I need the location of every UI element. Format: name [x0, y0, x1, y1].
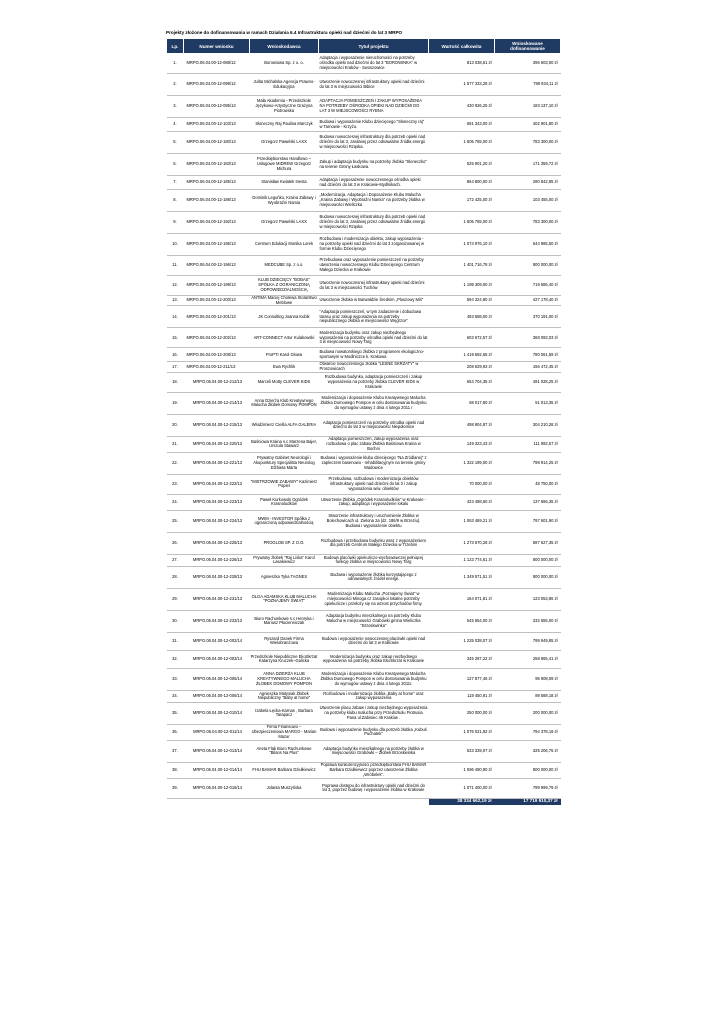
cell-title: Rozbudowa budynku, adaptacja pomieszczeń i zakup wyposażenia na potrzeby żłobka CLEVER KIDS w Krakowie [319, 372, 429, 392]
table-row [167, 392, 561, 414]
cell-lp: 9. [167, 212, 184, 234]
cell-nr: MRPO.06.04.00-12-180/13 [184, 132, 250, 154]
cell-applicant: Prywatny Gabinet Neurologii i Akupunktury Specjalista Neurolog Elżbieta Marta [250, 452, 319, 474]
cell-grant: 402 901,80 zł [495, 118, 561, 132]
table-row [167, 588, 561, 610]
table-row [167, 632, 561, 650]
cell-cost: 533 339,07 zł [429, 740, 495, 762]
cell-cost: 1 605 765,00 zł [429, 212, 495, 234]
cell-nr: MRPO.06.04.00-12-212/13 [184, 372, 250, 392]
cell-nr: MRPO.06.04.00-12-228/13 [184, 566, 250, 588]
cell-nr: MRPO.06.04.00-12-225/13 [184, 532, 250, 554]
cell-grant: 427 178,40 zł [495, 296, 561, 306]
cell-title: Budowa nowatorskiego żłobka z programem ekologiczno-sportowym w Modlniczce k. Krakowa [319, 348, 429, 362]
cell-title: Modernizacja i doposażenie Klubu Kreatywnego Malucha Żłobka Domowego Pompon w celu dostosowania budynku do wymogów ustawy z dnia 4 lutego 2011 r [319, 392, 429, 414]
cell-title: Modernizacja budynku oraz zakup niezbędnego wyposażenia na potrzeby ośrodka opieki nad dziećmi do lat 3 w miejscowości Nowy Targ [319, 328, 429, 348]
table-row [167, 118, 561, 132]
cell-cost: 498 904,87 zł [429, 414, 495, 436]
cell-title: Poprawa dostępu do infrastruktury opieki nad dziećmi do lat 3, poprzez budowę i wyposażenie żłobka w Krakowie [319, 778, 429, 798]
cell-grant: 48 750,00 zł [495, 474, 561, 494]
cell-title: Rozbudowa i modernizacja obiektu, zakup wyposażenia - na potrzeby opieki nad dziećmi do lat 3 zorganizowanej w formie Klubu Dziecięcego [319, 234, 429, 256]
cell-cost: 1 605 765,00 zł [429, 132, 495, 154]
cell-nr: MRPO.06.04.00-12-199/13 [184, 276, 250, 296]
cell-applicant: Przedszkole Niepubliczne EkoSkrzat Katarzyna Kruczek–Galicka [250, 650, 319, 668]
cell-lp: 5. [167, 132, 184, 154]
table-row [167, 176, 561, 190]
cell-nr: MRPO.06.04.00-12-099/12 [184, 74, 250, 96]
table-row [167, 348, 561, 362]
cell-cost: 525 901,20 zł [429, 154, 495, 176]
cell-applicant: ANTIMA Maciej Cholewa Stolarstwo Meblowe [251, 295, 317, 305]
cell-title: Modernizacja budynku oraz zakup niezbędnego wyposażenia na potrzeby żłobka EkoSkrzat w Krakowie [319, 650, 429, 668]
cell-grant: 111 992,57 zł [495, 436, 561, 452]
cell-cost: 1 225 038,07 zł [429, 632, 495, 650]
table-row [167, 452, 561, 474]
cell-nr: MRPO.06.04.00-12-011/14 [184, 724, 250, 740]
cell-title: Stworzenie infrastruktury i uruchomienie Żłobka w Bolechowicach ul. Zielona 2a (dz. 186/9 w Brzeziu). Budowa i wyposażenie obiektu [319, 510, 429, 532]
cell-applicant: Paweł Kurkowski Ogródek Krasnoludków [250, 494, 319, 510]
cell-cost: 127 877,46 zł [429, 668, 495, 690]
cell-lp: 3. [167, 96, 184, 118]
cell-grant: 800 000,00 zł [495, 554, 561, 566]
table-row [167, 668, 561, 690]
cell-title: Modernizacja i doposażenie Klubu Kreatywnego Malucha Żłobka Domowego Pompon w celu dostosowania budynku do wymogów ustawy z dnia 4 lutego 2011r. [319, 668, 429, 690]
cell-grant: 280 842,85 zł [495, 176, 561, 190]
cell-lp: 20. [167, 414, 184, 436]
cell-grant: 89 588,18 zł [495, 690, 561, 702]
cell-nr: MRPO.06.04.00-12-208/13 [184, 348, 250, 362]
cell-lp: 14. [167, 306, 184, 328]
cell-grant: 587 627,35 zł [495, 532, 561, 554]
cell-lp: 26. [167, 532, 184, 554]
cell-grant: 644 985,50 zł [495, 234, 561, 256]
projects-table [166, 38, 561, 805]
cell-lp: 35. [167, 702, 184, 724]
cell-nr: MRPO.06.04.00-12-200/13 [184, 296, 250, 306]
cell-cost: 691 343,00 zł [429, 118, 495, 132]
cell-cost: 430 926,25 zł [429, 96, 495, 118]
document-page [166, 30, 560, 805]
total-cost: 38 334 662,19 zł [429, 798, 495, 805]
table-row [167, 74, 561, 96]
cell-applicant: Grzegorz Pawelski LAXX [250, 132, 319, 154]
cell-lp: 18. [167, 372, 184, 392]
cell-grant: 103 455,00 zł [495, 190, 561, 212]
cell-grant: 780 061,59 zł [495, 348, 561, 362]
cell-nr: MRPO.06.04.00-12-185/13 [184, 176, 250, 190]
cell-lp: 31. [167, 632, 184, 650]
cell-lp: 17. [167, 362, 184, 372]
cell-lp: 13. [167, 296, 184, 306]
cell-lp: 38. [167, 762, 184, 778]
cell-grant: 370 191,00 zł [495, 306, 561, 328]
cell-applicant: Prywatny żłobek "Raj Liska" Karol Lasakiewicz [250, 554, 319, 566]
cell-title: Adaptacja pomieszczeń, zakup wyposażenia oraz rozbudowa o plac zabaw Żłobka Baśniowa Kraina w Bochni [319, 436, 429, 452]
header-application-number: Numer wniosku [184, 39, 250, 54]
cell-nr: MRPO.06.04.00-12-226/13 [184, 554, 250, 566]
cell-lp: 12. [167, 276, 184, 296]
cell-cost: 250 000,00 zł [429, 702, 495, 724]
cell-title: Utworzenie nowoczesnej infrastruktury opieki nad dziećmi do lat 3 w miejscowości Bibice [319, 74, 429, 96]
cell-grant: 137 666,35 zł [495, 494, 561, 510]
cell-applicant: Jolanta Muszyńska [250, 778, 319, 798]
cell-lp: 4. [167, 118, 184, 132]
cell-applicant: ProPTI Karol Głowa [250, 348, 319, 362]
cell-title: Modernizacja Klubu Malucha „Poznajemy Świat" w miejscowości Minoga cz zasopkoi lokalne potrzeby opiekuńcze i przełoży się na wzrost przychodów firmy. [319, 588, 429, 610]
cell-title: Budowa i wyposażenie klubu dziecięcego "Na Zródlanej" z zapleczem basenowo - rehabilitacyjnym na terenie gminy Wadowice [319, 452, 429, 474]
cell-applicant: Agnieszka Tyka TAGNES [250, 566, 319, 588]
cell-title: Rozbudowa i przebudowa budynku wraz z wyposażeniem dla potrzeb Centrum Małego Dziecka w Trzebini [319, 532, 429, 554]
cell-cost: 864 800,00 zł [429, 176, 495, 190]
cell-nr: MRPO.06.04.00-12-188/13 [184, 190, 250, 212]
cell-grant: 783 300,00 zł [495, 212, 561, 234]
table-row [167, 762, 561, 778]
cell-lp: 10. [167, 234, 184, 256]
table-row [167, 436, 561, 452]
cell-nr: MRPO.06.04.00-12-006/14 [184, 690, 250, 702]
cell-grant: 123 053,86 zł [495, 588, 561, 610]
cell-nr: MRPO.06.04.00-12-211/13 [184, 362, 250, 372]
table-row [167, 276, 561, 296]
cell-grant: 368 093,03 zł [495, 328, 561, 348]
cell-nr: MRPO.06.04.00-12-220/13 [184, 436, 250, 452]
cell-lp: 8. [167, 190, 184, 212]
cell-grant: 171 359,72 zł [495, 154, 561, 176]
cell-nr: MRPO.06.04.00-12-002/14 [184, 632, 250, 650]
cell-applicant: Biuro Rachunkowe s.c Henryka i Mariusz Płucienniczak [250, 610, 319, 632]
cell-applicant: Izabela Łęcka-Karnas , Barbara Tarapacz [250, 702, 319, 724]
cell-cost: 1 419 592,65 zł [429, 348, 495, 362]
table-row [167, 154, 561, 176]
cell-applicant: Anna Dzierża Klub Kreatywnego Malucha Żłobek Domowy POMPON [250, 392, 319, 414]
cell-lp: 34. [167, 690, 184, 702]
cell-applicant: Włodzimierz Cieśla ALFA GALERIA [250, 414, 319, 436]
cell-nr: MRPO.06.04.00-12-095/13 [184, 96, 250, 118]
totals-spacer [167, 798, 429, 805]
cell-cost: 1 322 199,00 zł [429, 452, 495, 474]
cell-applicant: Ewa Rychlik [250, 362, 319, 372]
cell-title: Rozbudowa i modernizacja żłobka „Baby at home" oraz zakup wyposażenia [319, 690, 429, 702]
table-row [167, 650, 561, 668]
table-row [167, 532, 561, 554]
cell-lp: 33. [167, 668, 184, 690]
cell-grant: 794 378,19 zł [495, 724, 561, 740]
cell-grant: 200 000,00 zł [495, 702, 561, 724]
table-row [167, 234, 561, 256]
cell-title: Budowa i wyposażenie nowoczesnej placówki opieki nad dziećmi do lat 3 w Krakowie [319, 632, 429, 650]
cell-nr: MRPO.06.04.00-12-196/13 [184, 256, 250, 276]
cell-cost: 1 071 400,00 zł [429, 778, 495, 798]
cell-applicant: Borowiowa Sp. z o. o. [250, 54, 319, 74]
cell-grant: 258 965,41 zł [495, 650, 561, 668]
cell-applicant: Aneta Flak Biuro Rachunkowe "Bilans Na Plus" [250, 740, 319, 762]
table-row [167, 54, 561, 74]
cell-applicant: Stanisław Kwiatek Inesta [250, 176, 319, 190]
cell-lp: 37. [167, 740, 184, 762]
cell-nr: MRPO.06.04.00-12-088/12 [184, 54, 250, 74]
cell-applicant: FHU BAMAR Barbara Dziułkiewicz [250, 762, 319, 778]
cell-lp: 28. [167, 566, 184, 588]
cell-title: Budowa nowoczesnej infrastruktury dla potrzeb opieki nad dziećmi do lat 3, zasilanej przez odnawialne źródła energii w miejscowości Rząska [319, 212, 429, 234]
cell-applicant: Firma Finansowo – Ubezpieczeniowa MARGO - Marian Mazur [250, 724, 319, 740]
document-title: Projekty złożone do dofinansowania w ramach Działania 6.4 Infrastruktura opieki nad dziećmi do lat 3 MRPO [166, 30, 403, 35]
cell-grant: 156 472,45 zł [495, 362, 561, 372]
cell-cost: 813 038,61 zł [429, 54, 495, 74]
table-row [167, 372, 561, 392]
cell-grant: 183 137,10 zł [495, 96, 561, 118]
cell-cost: 1 577 333,28 zł [429, 74, 495, 96]
cell-applicant: Centrum Edukacji Monika Lorek [250, 234, 319, 256]
table-row [167, 132, 561, 154]
cell-nr: MRPO.06.04.00-12-201/13 [184, 306, 250, 328]
cell-cost: 1 199 309,00 zł [429, 276, 495, 296]
cell-cost: 172 425,00 zł [429, 190, 495, 212]
cell-lp: 21. [167, 436, 184, 452]
cell-applicant: KLUB DZIECIĘCY "BOBAS" SPÓŁKA Z OGRANICZONĄ ODPOWIEDZIALNOŚCIĄ [250, 276, 319, 296]
cell-cost: 1 596 490,90 zł [429, 762, 495, 778]
cell-title: Adaptacja i wyposażenie nowoczesnego ośrodka opieki nad dziećmi do lat 3 w Krakowie-Mydlnikach. [319, 176, 429, 190]
cell-grant: 800 000,00 zł [495, 566, 561, 588]
cell-nr: MRPO.06.04.00-12-202/13 [184, 328, 250, 348]
table-row [167, 610, 561, 632]
header-requested-grant: Wnioskowane dofinansowanie [495, 39, 561, 54]
cell-nr: MRPO.06.04.00-12-103/13 [184, 118, 250, 132]
cell-cost: 1 074 976,10 zł [429, 234, 495, 256]
cell-nr: MRPO.06.04.00-12-233/13 [184, 610, 250, 632]
cell-nr: MRPO.06.04.00-12-183/13 [184, 154, 250, 176]
cell-grant: 799 934,11 zł [495, 74, 561, 96]
cell-grant: 51 013,35 zł [495, 392, 561, 414]
cell-applicant: ANNA DZIERŻA KLUB KREATYWNEGO MALUCHA ŻŁOBEK DOMOWY POMPON [250, 668, 319, 690]
cell-nr: MRPO.06.04.00-12-014/14 [184, 762, 250, 778]
cell-nr: MRPO.06.04.00-12-015/14 [184, 778, 250, 798]
cell-applicant: Julita Michalska Agencja Prawno-Edukacyjna [250, 74, 319, 96]
cell-lp: 30. [167, 610, 184, 632]
cell-cost: 594 324,80 zł [429, 296, 495, 306]
cell-lp: 24. [167, 494, 184, 510]
cell-grant: 304 210,28 zł [495, 414, 561, 436]
cell-nr: MRPO.06.04.00-12-192/13 [184, 212, 250, 234]
cell-nr: MRPO.06.04.00-12-003/14 [184, 650, 250, 668]
cell-cost: 545 554,00 zł [429, 610, 495, 632]
table-row [167, 494, 561, 510]
cell-title: Utworzenie nowoczesnej infrastruktury opieki nad dziećmi do lat 3 w miejscowości Tuchów [319, 276, 429, 296]
cell-applicant: JK Consulting Joanna Kubik [250, 306, 319, 328]
cell-nr: MRPO.06.04.00-12-214/13 [184, 392, 250, 414]
cell-cost: 423 488,60 zł [429, 494, 495, 510]
cell-lp: 19. [167, 392, 184, 414]
cell-title: Zakup i adaptacja budynku na potrzeby żłobka "Słoneczko" na terenie Gminy Łaskowa. [319, 154, 429, 176]
cell-grant: 783 300,00 zł [495, 132, 561, 154]
cell-lp: 23. [167, 474, 184, 494]
cell-cost: 493 588,00 zł [429, 306, 495, 328]
table-row [167, 740, 561, 762]
table-row [167, 474, 561, 494]
cell-nr: MRPO.06.04.00-12-224/13 [184, 510, 250, 532]
cell-lp: 2. [167, 74, 184, 96]
cell-lp: 39. [167, 778, 184, 798]
cell-applicant: Marceli Motty CLEVER KIDS [250, 372, 319, 392]
cell-applicant: MWM - INVESTOR Spółka z ograniczoną odpowiedzialnością [250, 510, 319, 532]
cell-lp: 1. [167, 54, 184, 74]
cell-nr: MRPO.06.04.00-12-223/13 [184, 494, 250, 510]
table-row [167, 510, 561, 532]
header-applicant: Wnioskodawca [250, 39, 319, 54]
cell-grant: 799 999,79 zł [495, 778, 561, 798]
table-row [167, 190, 561, 212]
cell-lp: 16. [167, 348, 184, 362]
cell-title: Budowa nowoczesnej infrastruktury dla potrzeb opieki nad dziećmi do lat 3, zasilanej przez odnawialne źródła energii w miejscowości Rząska. [319, 132, 429, 154]
cell-applicant: Agnieszka Matysiak Żłobek Niepubliczny "Baby at home" [250, 690, 319, 702]
cell-title: Utworzenie Żłobka „Ogródek Krasnoludków" w Krakowie - zakup, adaptacja i wyposażenie lokalu [319, 494, 429, 510]
cell-grant: 396 603,00 zł [495, 54, 561, 74]
cell-title: Utworzenie placu zabaw i zakup niezbędnego wyposażenia na potrzeby klubu malucha przy Przedszkolu Piotrusia Pana ul.Zabiniec 45 Kraków . [319, 702, 429, 724]
header-lp: Lp. [167, 39, 184, 54]
cell-cost: 1 273 570,28 zł [429, 532, 495, 554]
table-row [167, 212, 561, 234]
cell-applicant: Dominik Leguńko, Kraina Zabawy i Wyobraźni Namia [250, 190, 319, 212]
cell-nr: MRPO.06.04.00-12-221/13 [184, 452, 250, 474]
cell-grant: 332 655,00 zł [495, 610, 561, 632]
table-row [167, 414, 561, 436]
cell-title: „Modernizacja, Adaptacja i Doposażenie Klubu Malucha „Kraina Zabawy i Wyobraźni Namia" na potrzeby żłobka w miejscowości Wieliczka [319, 190, 429, 212]
cell-title: Budowa i wyposażenie Klubu dziecięcego "Słoneczny raj" w Tarnowie - Krzyżu. [319, 118, 429, 132]
cell-applicant: PROGLOB SP. Z O.O. [250, 532, 319, 554]
cell-grant: 800 000,00 zł [495, 256, 561, 276]
cell-title: Budowa i wyposażenie budynku dla potrzeb żłobka „Kubuś Puchatek" [319, 724, 429, 740]
cell-applicant: "MISTRZOWIE ZABAWY" Kazimierz Popiel [250, 474, 319, 494]
cell-nr: MRPO.06.04.00-12-222/13 [184, 474, 250, 494]
table-row [167, 296, 561, 306]
table-row [167, 96, 561, 118]
cell-lp: 22. [167, 452, 184, 474]
cell-grant: 325 206,75 zł [495, 740, 561, 762]
cell-lp: 32. [167, 650, 184, 668]
table-row [167, 328, 561, 348]
cell-lp: 36. [167, 724, 184, 740]
table-row [167, 362, 561, 372]
cell-grant: 798 914,25 zł [495, 452, 561, 474]
cell-cost: 208 629,93 zł [429, 362, 495, 372]
cell-applicant: OLGA ADAMSKA KLUB MALUCHA "POZNAJEMY ŚWIAT" [250, 588, 319, 610]
cell-applicant: Ryszard Danek Firma Wielobranżowa [250, 632, 319, 650]
cell-cost: 1 401 716,78 zł [429, 256, 495, 276]
cell-cost: 1 063 469,21 zł [429, 510, 495, 532]
cell-lp: 27. [167, 554, 184, 566]
cell-cost: 654 704,35 zł [429, 372, 495, 392]
table-body [167, 54, 561, 799]
table-row [167, 306, 561, 328]
cell-title: Adaptacja i wyposażenie nieruchomości na potrzeby ośrodka opieki nad dziećmi do lat 3 "BOROWINKA" w miejscowości Kraków - Swoszowice [319, 54, 429, 74]
table-row [167, 566, 561, 588]
cell-title: Utworzenie żłobka w Barwałdzie Średnim „Pluszowy Miś" [319, 296, 429, 306]
cell-nr: MRPO.06.04.00-12-231/13 [184, 588, 250, 610]
cell-applicant: Słoneczny Raj Paulina Marczyk [250, 118, 319, 132]
header-total-cost: Wartość całkowita [429, 39, 495, 54]
cell-lp: 11. [167, 256, 184, 276]
cell-nr: MRPO.06.04.00-12-215/13 [184, 414, 250, 436]
table-row [167, 554, 561, 566]
cell-lp: 6. [167, 154, 184, 176]
cell-title: "Adaptacja pomieszczeń, w tym zadaszenie i dobudowa tarasu oraz zakup wyposażenia na potrzeby niepublicznego żłobka w miejscowości Węgrzce" [319, 306, 429, 328]
cell-title: Otwarcie nowoczesnego żłobka "LEŚNE SKRZATY" w Proszowicach [319, 362, 429, 372]
cell-grant: 799 949,85 zł [495, 632, 561, 650]
table-row [167, 778, 561, 798]
table-row [167, 702, 561, 724]
table-row [167, 256, 561, 276]
cell-cost: 1 076 021,92 zł [429, 724, 495, 740]
cell-applicant: MEDCUBE Sp. z o.o. [250, 256, 319, 276]
cell-cost: 1 123 774,61 zł [429, 554, 495, 566]
cell-cost: 68 017,80 zł [429, 392, 495, 414]
cell-nr: MRPO.06.04.00-12-195/13 [184, 234, 250, 256]
cell-cost: 149 323,43 zł [429, 436, 495, 452]
table-row [167, 690, 561, 702]
cell-nr: MRPO.06.04.00-12-005/14 [184, 668, 250, 690]
cell-title: Przebudowa oraz wyposażenie pomieszczeń na potrzeby utworzenia nowoczesnego Klubu Dziecięcego Centrum Małego Dziecka w Krakowie [319, 256, 429, 276]
cell-title: Adaptacja budynku mieszkalnego na potrzeby żłobka w miejscowości Grabówki – Żłobek Brzoskwinka [319, 740, 429, 762]
cell-title: Budowa placówki opiekuńczo-wychowawczej pełniącej funkcję żłobka w miejscowości Nowy Targ [319, 554, 429, 566]
total-grant: 17 719 910,37 zł [495, 798, 561, 805]
cell-cost: 603 672,57 zł [429, 328, 495, 348]
cell-applicant: Baśniowa Kraina s.c Marzena Bajer, Urszula Stawarz [250, 436, 319, 452]
cell-lp: 25. [167, 510, 184, 532]
cell-applicant: ART-CONNECT Artur Kulakowski [250, 328, 319, 348]
cell-grant: 719 585,40 zł [495, 276, 561, 296]
cell-cost: 70 000,00 zł [429, 474, 495, 494]
table-header-row [167, 39, 561, 54]
cell-applicant: Przedsiębiorstwo Handlowo – Usługowe MIDREW Grzegorz Michura [250, 154, 319, 176]
totals-row [167, 798, 561, 805]
cell-cost: 345 287,22 zł [429, 650, 495, 668]
cell-applicant: Grzegorz Pawelski LAXX [250, 212, 319, 234]
header-project-title: Tytuł projektu [319, 39, 429, 54]
cell-lp: 29. [167, 588, 184, 610]
cell-grant: 491 028,25 zł [495, 372, 561, 392]
cell-grant: 800 000,00 zł [495, 762, 561, 778]
cell-grant: 797 601,90 zł [495, 510, 561, 532]
cell-title: Adaptacja pomieszczeń na potrzeby ośrodka opieki nad dziećmi do lat 3 w miejscowości Niepołomice [319, 414, 429, 436]
cell-cost: 119 450,91 zł [429, 690, 495, 702]
cell-grant: 95 908,09 zł [495, 668, 561, 690]
cell-nr: MRPO.06.04.00-12-010/14 [184, 702, 250, 724]
cell-title: Budowa i wyposażenie żłobka korzystającego z odnawialnych źródeł energii. [319, 566, 429, 588]
cell-title: ADAPTACJA POMIESZCZEŃ I ZAKUP WYPOSAŻENIA NA POTRZEBY OŚRODKA OPIEKI NAD DZIEĆMI DO LAT 3 W MIEJSCOWOŚCI RYBNA [319, 96, 429, 118]
cell-title: Poprawa konkurencyjności przedsiębiorstwa FHU BAMAR Barbara Dziułkiewicz poprzez utworzenie Żłobka „Wróbelek". [319, 762, 429, 778]
cell-nr: MRPO.06.04.00-12-013/14 [184, 740, 250, 762]
cell-cost: 1 349 571,51 zł [429, 566, 495, 588]
cell-title: Przebudowa, rozbudowa i modernizacja obiektów infrastruktury opieki nad dziećmi do lat 3 i zakup wyposażenia w/w. obiektów [319, 474, 429, 494]
cell-lp: 15. [167, 328, 184, 348]
cell-cost: 164 071,81 zł [429, 588, 495, 610]
cell-applicant: Mała Akademia - Przedszkole Językowo-Artystyczne Grażyna Piotrowska [250, 96, 319, 118]
cell-lp: 7. [167, 176, 184, 190]
table-row [167, 724, 561, 740]
cell-title: Adaptacja budynku mieszkalnego na potrzeby Klubu Malucha w miejscowości Grabówki gmina Wieliczka "Brzoskwinka" [319, 610, 429, 632]
